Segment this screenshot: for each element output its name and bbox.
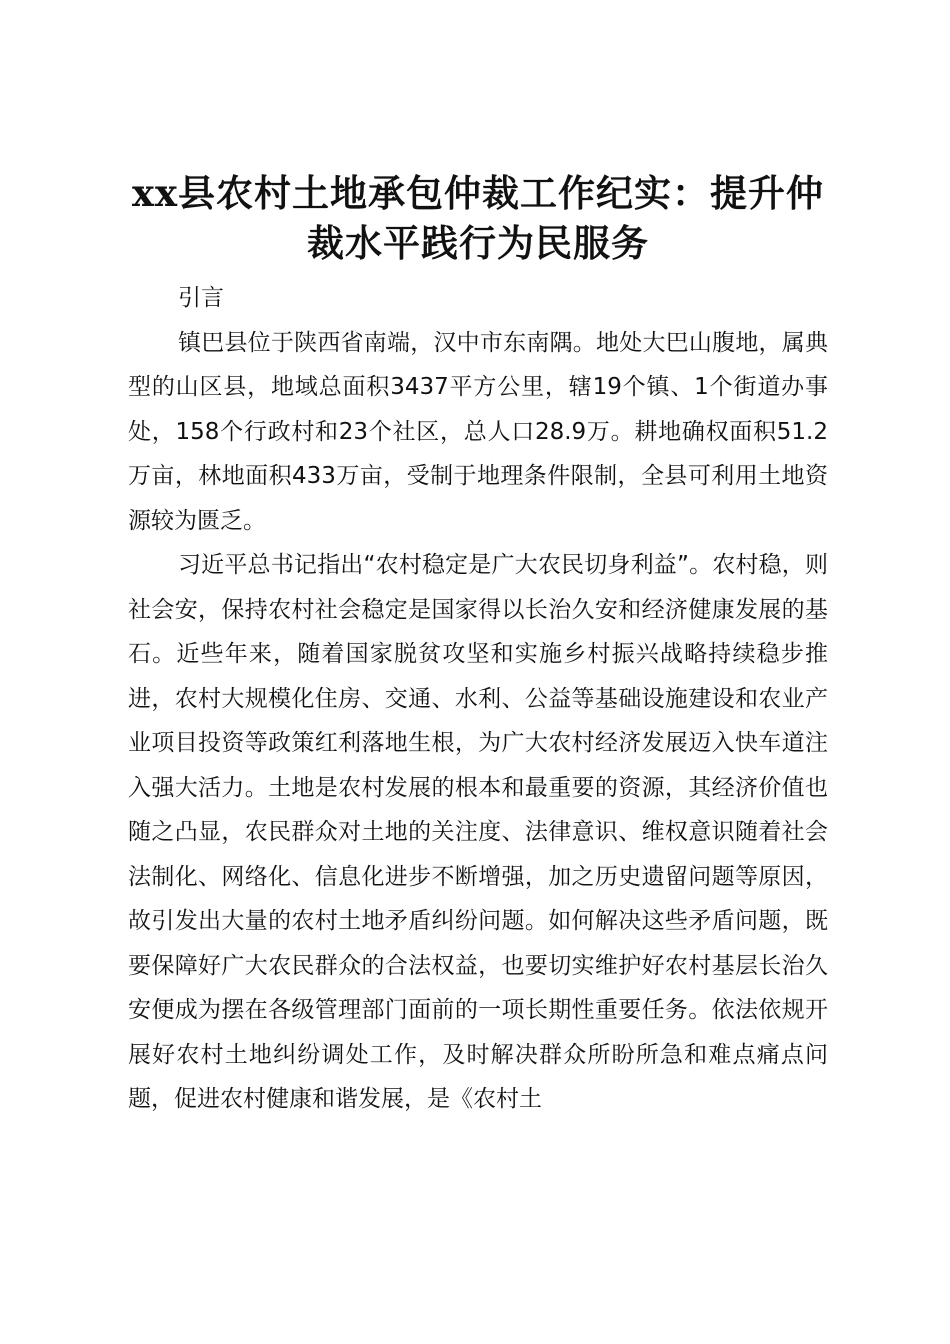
paragraph-county-overview: 镇巴县位于陕西省南端，汉中市东南隅。地处大巴山腹地，属典型的山区县，地域总面积3437平方公里，辖19个镇、1个街道办事处，158个行政村和23个社区，总人口28.9万。耕地确权面积51.2万亩，林地面积433万亩，受制于地理条件限制，全县可利用土地资源较为匮乏。 [128,329,828,534]
paragraph-rural-stability: 习近平总书记指出“农村稳定是广大农民切身利益”。农村稳，则社会安，保持农村社会稳定是国家得以长治久安和经济健康发展的基石。近些年来，随着国家脱贫攻坚和实施乡村振兴战略持续稳步推进，农村大规模化住房、交通、水利、公益等基础设施建设和农业产业项目投资等政策红利落地生根，为广大农村经济发展迈入快车道注入强大活力。土地是农村发展的根本和最重要的资源，其经济价值也随之凸显，农民群众对土地的关注度、法律意识、维权意识随着社会法制化、网络化、信息化进步不断增强，加之历史遗留问题等原因，故引发出大量的农村土地矛盾纠纷问题。如何解决这些矛盾问题，既要保障好广大农民群众的合法权益，也要切实维护好农村基层长治久安便成为摆在各级管理部门面前的一项长期性重要任务。依法依规开展好农村土地纠纷调处工作，及时解决群众所盼所急和难点痛点问题，促进农村健康和谐发展，是《农村土 [128,552,828,1112]
section-heading-intro: 引言 [178,285,224,311]
document-body [128,276,828,1122]
document-title: xx县农村土地承包仲裁工作纪实：提升仲裁水平践行为民服务 [131,171,825,265]
